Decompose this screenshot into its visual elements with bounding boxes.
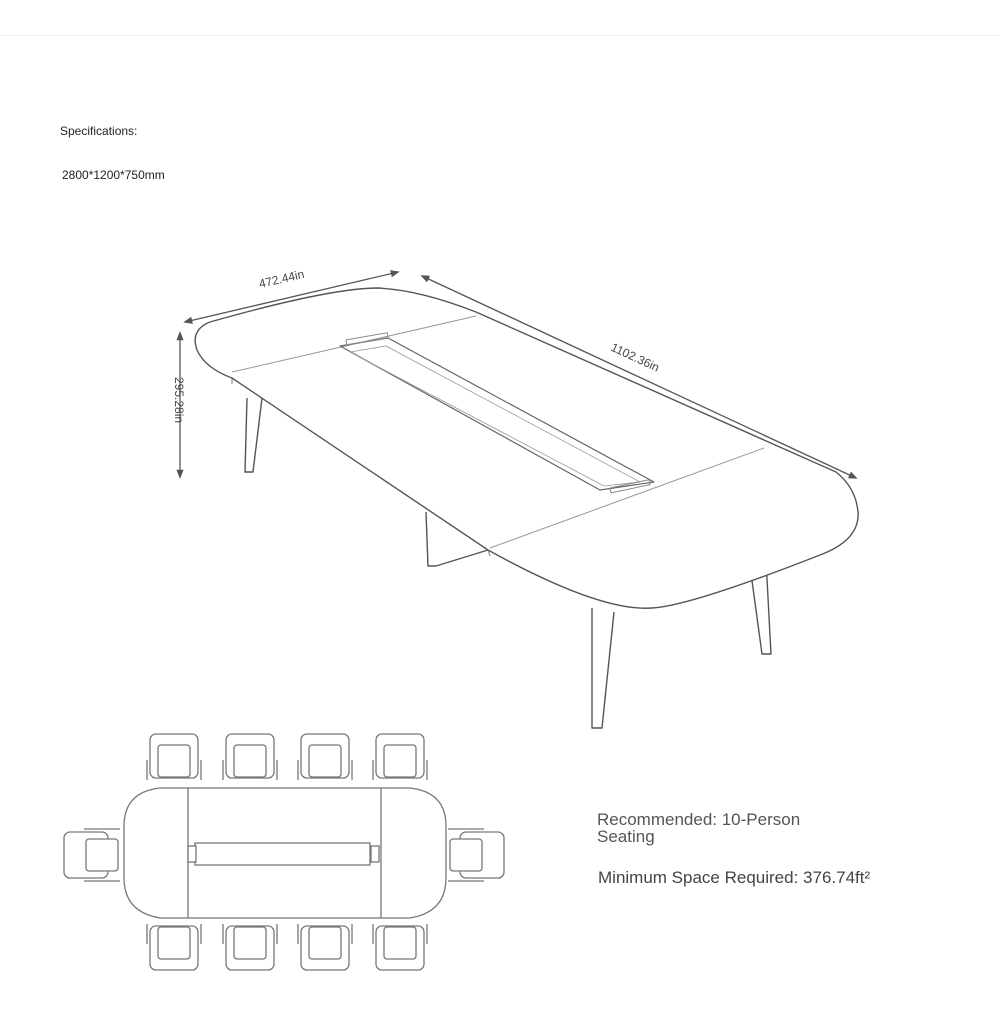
specifications-dimensions: 2800*1200*750mm	[62, 168, 165, 182]
chair-top-3	[298, 734, 352, 780]
chair-top-2	[223, 734, 277, 780]
minimum-space: Minimum Space Required: 376.74ft²	[598, 868, 871, 887]
table-top	[195, 288, 858, 608]
chair-bottom-3	[298, 924, 352, 970]
chair-top-1	[147, 734, 201, 780]
chair-right	[448, 829, 504, 881]
table-perspective	[195, 288, 858, 728]
table-leg	[592, 608, 614, 728]
chair-bottom-2	[223, 924, 277, 970]
length-dimension-label: 1102.36in	[608, 340, 662, 375]
chair-top-4	[373, 734, 427, 780]
chair-bottom-1	[147, 924, 201, 970]
cable-tray-plan	[195, 843, 370, 865]
recommended-seating: Recommended: 10-Person Seating	[597, 810, 801, 846]
seating-top-view	[64, 734, 504, 970]
width-dimension-label: 472.44in	[257, 266, 306, 291]
chair-bottom-4	[373, 924, 427, 970]
specifications-heading: Specifications:	[60, 124, 138, 138]
table-leg	[245, 398, 262, 472]
chair-left	[64, 829, 120, 881]
height-dimension-label: 295.28in	[172, 377, 186, 424]
